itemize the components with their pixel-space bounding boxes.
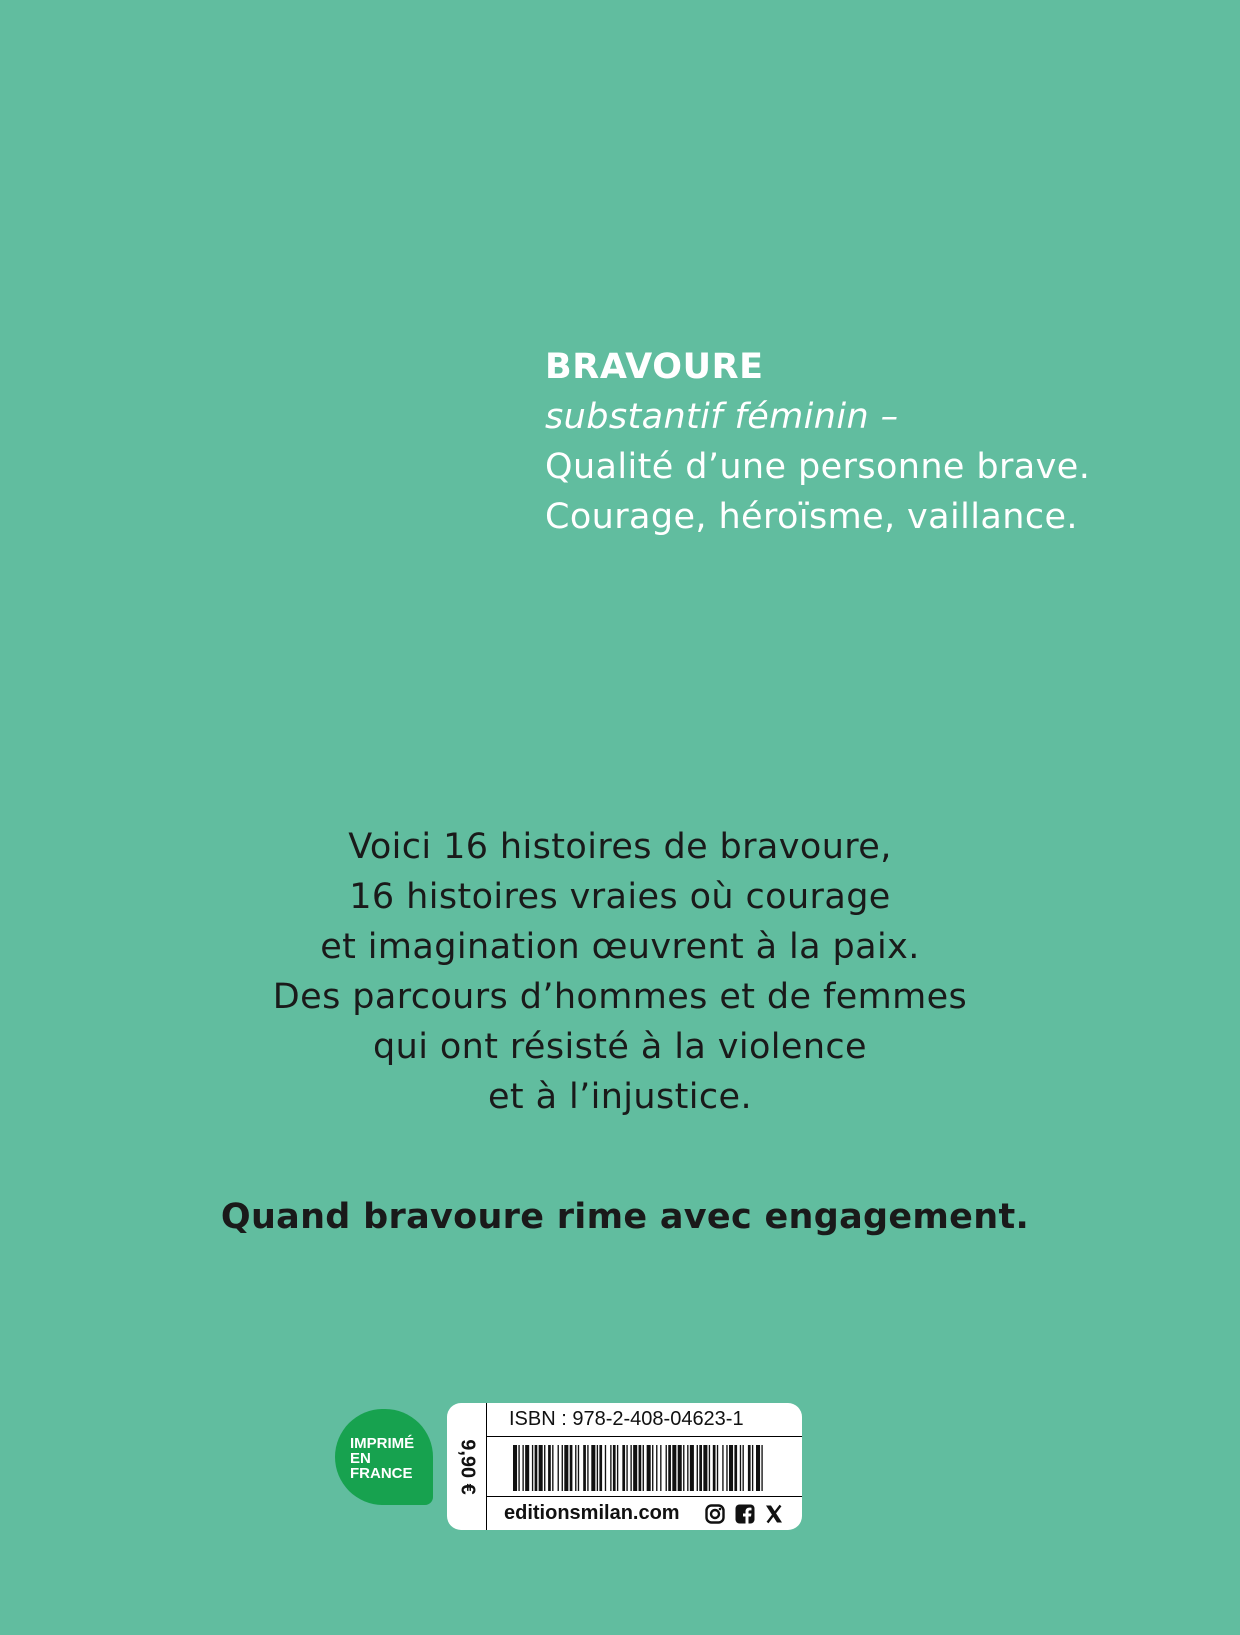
- barcode-bar: [583, 1445, 586, 1491]
- price-box: [447, 1403, 487, 1530]
- barcode-bar: [591, 1445, 595, 1491]
- barcode-bar: [734, 1445, 737, 1491]
- barcode-bar: [660, 1445, 661, 1491]
- description-line: et imagination œuvrent à la paix.: [320, 927, 920, 967]
- barcode-bar: [613, 1445, 616, 1491]
- barcode-bar: [761, 1445, 762, 1491]
- barcode-bar: [599, 1445, 602, 1491]
- barcode-bar: [513, 1445, 517, 1491]
- barcode-bar: [575, 1445, 576, 1491]
- barcode-bar: [562, 1445, 563, 1491]
- barcode-bar: [687, 1445, 688, 1491]
- barcode-bar: [748, 1445, 751, 1491]
- barcode-bar: [722, 1445, 723, 1491]
- barcode-bar: [597, 1445, 598, 1491]
- instagram-icon[interactable]: [705, 1504, 725, 1524]
- barcode-bar: [633, 1445, 637, 1491]
- barcode-bar: [678, 1445, 682, 1491]
- barcode-bar: [703, 1445, 707, 1491]
- isbn-label: ISBN : 978-2-408-04623-1: [487, 1403, 802, 1437]
- barcode-bar: [622, 1445, 625, 1491]
- barcode-bar: [699, 1445, 702, 1491]
- barcode-bar: [743, 1445, 744, 1491]
- barcode-bar: [539, 1445, 543, 1491]
- barcode-bar: [535, 1445, 538, 1491]
- barcode-bar: [668, 1445, 671, 1491]
- barcode-bar: [713, 1445, 716, 1491]
- barcode-bar: [522, 1445, 523, 1491]
- website-label[interactable]: editionsmilan.com: [504, 1502, 680, 1524]
- barcode-bar: [544, 1445, 545, 1491]
- barcode-bar: [610, 1445, 611, 1491]
- barcode-bar: [666, 1445, 667, 1491]
- description-line: et à l’injustice.: [487, 1077, 752, 1117]
- barcode-panel: [447, 1403, 802, 1530]
- barcode-bar: [643, 1445, 644, 1491]
- barcode-bar: [587, 1445, 588, 1491]
- definition-grammar: substantif féminin –: [545, 397, 899, 437]
- barcode-bar: [630, 1445, 631, 1491]
- barcode-bar: [548, 1445, 551, 1491]
- barcode: [513, 1445, 763, 1491]
- barcode-bar: [605, 1445, 606, 1491]
- barcode-bar: [518, 1445, 519, 1491]
- barcode-bar: [558, 1445, 559, 1491]
- barcode-bar: [647, 1445, 651, 1491]
- social-icons: [705, 1504, 788, 1524]
- printed-in-france-badge: [335, 1409, 433, 1505]
- barcode-bar: [752, 1445, 753, 1491]
- barcode-bar: [726, 1445, 727, 1491]
- barcode-bar: [690, 1445, 694, 1491]
- barcode-bar: [740, 1445, 741, 1491]
- barcode-bar: [729, 1445, 733, 1491]
- barcode-bar: [564, 1445, 568, 1491]
- definition-line: Qualité d’une personne brave.: [545, 447, 1091, 487]
- badge-line: FRANCE: [350, 1465, 413, 1482]
- definition-line: Courage, héroïsme, vaillance.: [545, 497, 1078, 537]
- barcode-bar: [525, 1445, 529, 1491]
- barcode-bar: [656, 1445, 657, 1491]
- barcode-bar: [626, 1445, 627, 1491]
- badge-line: IMPRIMÉ: [350, 1435, 415, 1452]
- badge-line: EN: [350, 1450, 371, 1467]
- description-block: [0, 822, 1240, 1122]
- tagline: Quand bravoure rime avec engagement.: [220, 1197, 1030, 1237]
- definition-block: [545, 342, 1090, 542]
- facebook-icon[interactable]: [735, 1504, 755, 1524]
- barcode-bar: [756, 1445, 760, 1491]
- barcode-bar: [672, 1445, 676, 1491]
- barcode-bar: [697, 1445, 698, 1491]
- price-label: 9,90 €: [456, 1438, 478, 1495]
- barcode-bar: [652, 1445, 653, 1491]
- website-row: [487, 1496, 802, 1530]
- description-line: qui ont résisté à la violence: [373, 1027, 867, 1067]
- barcode-bar: [552, 1445, 553, 1491]
- barcode-bar: [709, 1445, 710, 1491]
- barcode-bar: [717, 1445, 718, 1491]
- description-line: Des parcours d’hommes et de femmes: [272, 977, 968, 1017]
- barcode-bar: [570, 1445, 573, 1491]
- description-line: Voici 16 histoires de bravoure,: [348, 827, 892, 867]
- barcode-bar: [639, 1445, 642, 1491]
- barcode-bar: [532, 1445, 533, 1491]
- description-line: 16 histoires vraies où courage: [349, 877, 891, 917]
- barcode-bar: [617, 1445, 618, 1491]
- x-icon[interactable]: [764, 1504, 784, 1524]
- definition-word: BRAVOURE: [545, 347, 764, 387]
- barcode-bar: [578, 1445, 579, 1491]
- barcode-bar: [683, 1445, 684, 1491]
